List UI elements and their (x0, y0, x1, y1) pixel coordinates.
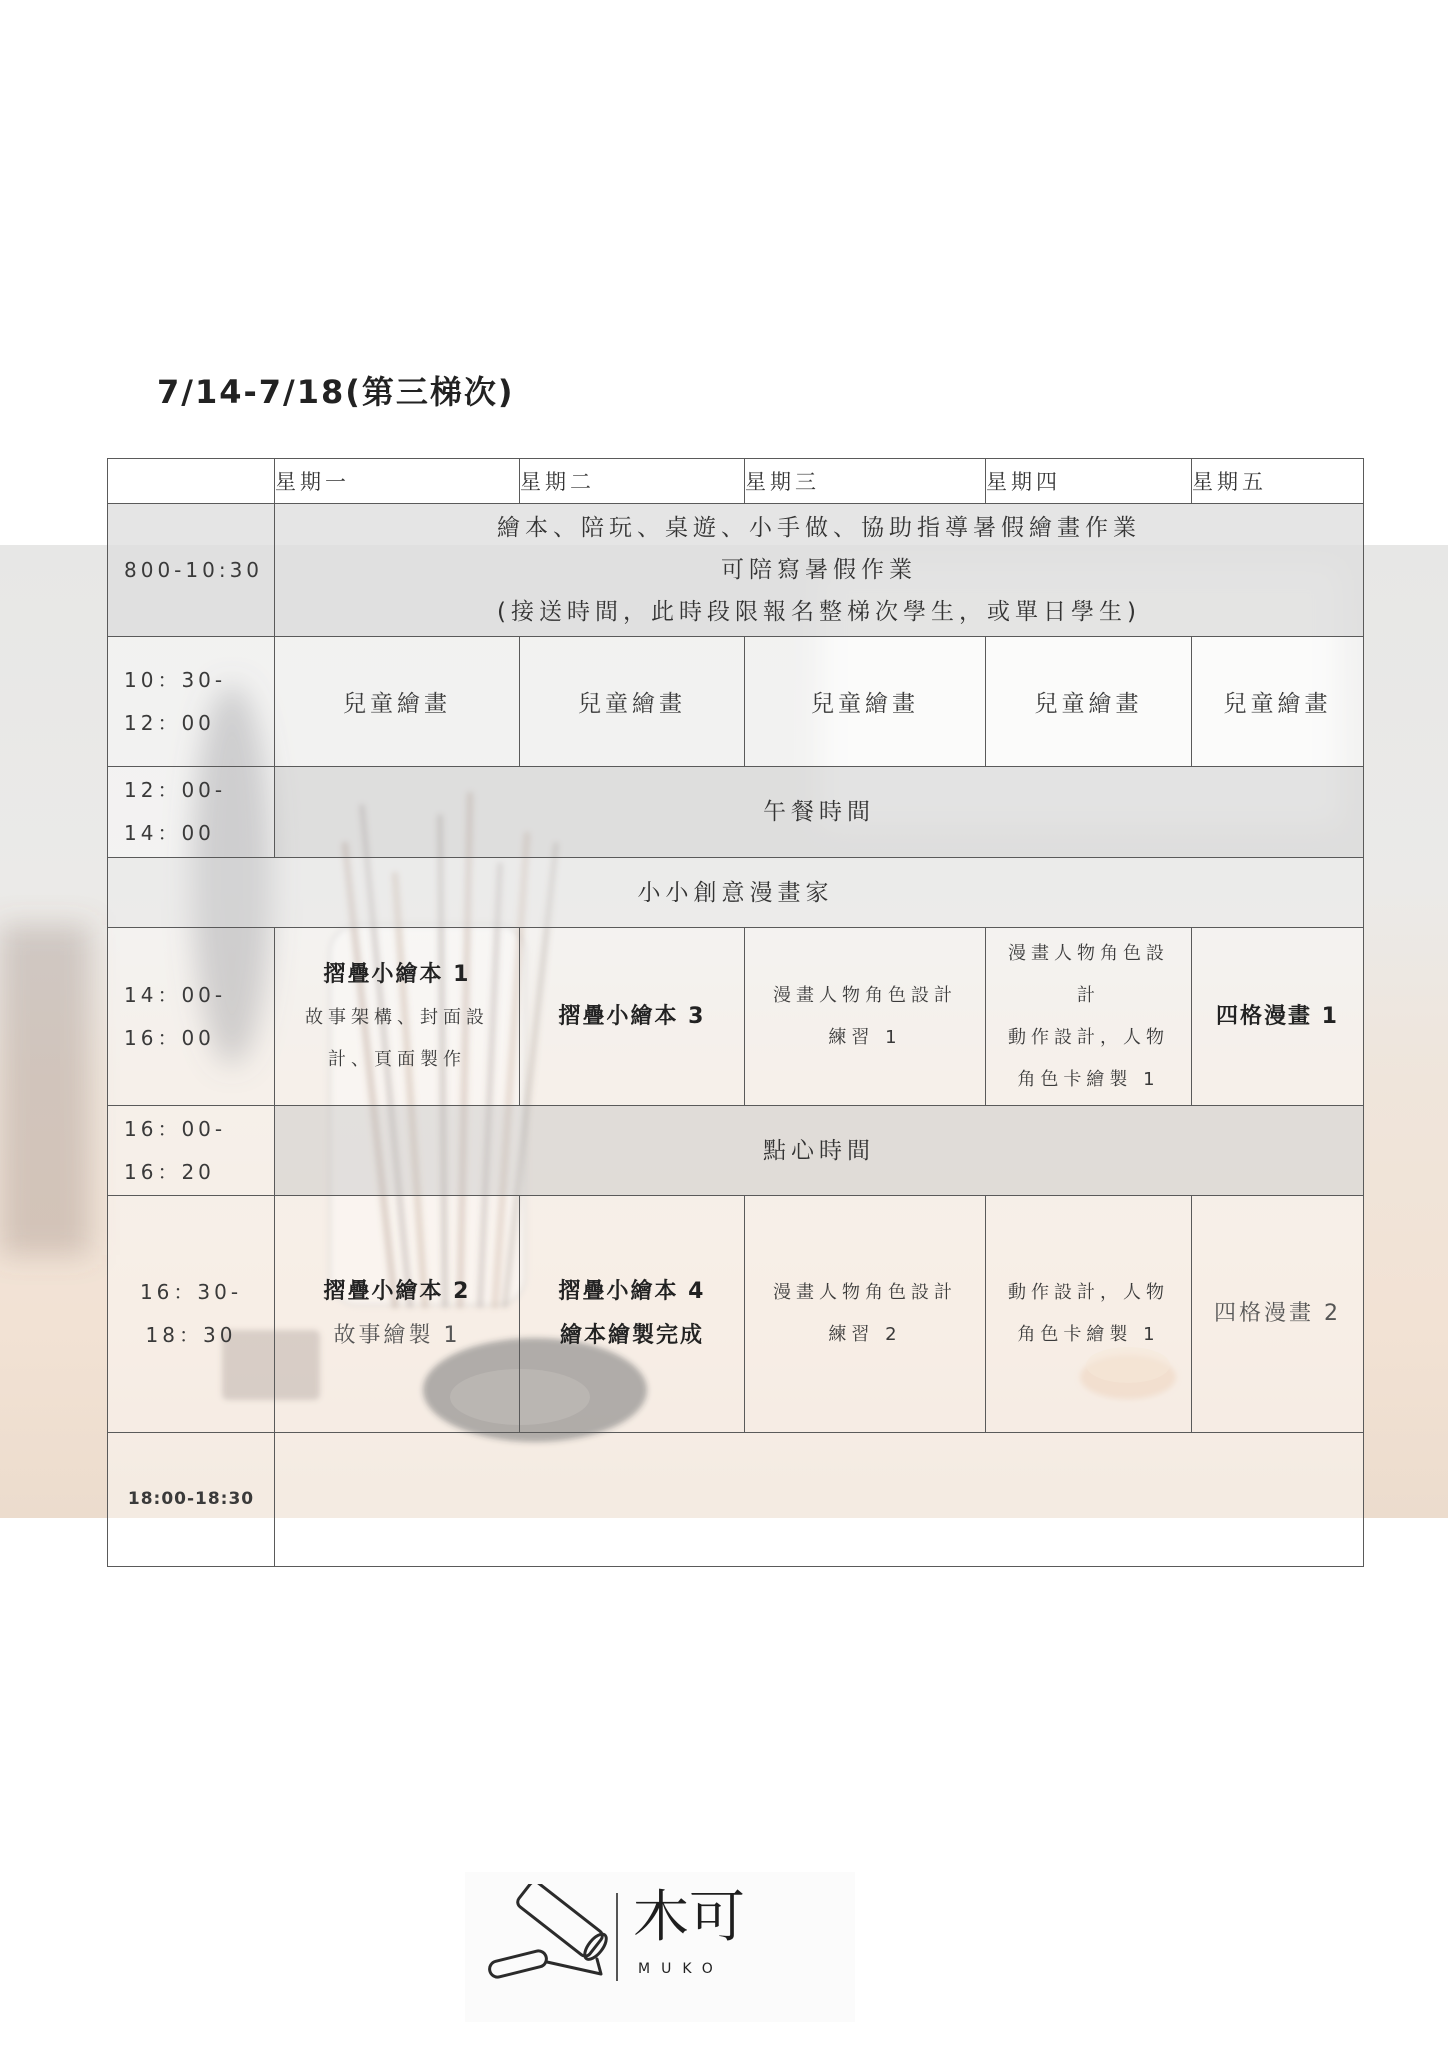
time-label: 14：00- (124, 982, 227, 1007)
time-label: 14：00 (124, 821, 215, 845)
roller-grip (488, 1949, 548, 1979)
header-day-tue: 星期二 (520, 459, 745, 504)
class-cell-content (1192, 995, 1363, 1039)
class-subtitle: 繪本繪製完成 (559, 1323, 704, 1348)
logo-divider (616, 1893, 618, 1981)
time-label: 10：30- (124, 667, 227, 692)
table-row (108, 1106, 1364, 1196)
activity-note: (接送時間，此時段限報名整梯次學生，或單日學生) (497, 599, 1141, 625)
class-cell-content (745, 1272, 985, 1356)
class-cell-tue (520, 928, 745, 1106)
class-cell-fri (1192, 928, 1364, 1106)
paint-roller-icon (485, 1884, 610, 1984)
time-cell (108, 767, 275, 858)
class-cell-content (520, 995, 744, 1039)
time-label: 18:00-18:30 (127, 1489, 255, 1509)
photo-left-shadow (0, 925, 90, 1255)
class-cell-fri (1192, 1196, 1364, 1433)
class-cell-content (275, 1270, 519, 1358)
logo-name: 木可 (633, 1885, 745, 1950)
class-detail: 故事繪製 1 (333, 1323, 461, 1348)
class-title: 摺疊小繪本 3 (558, 1003, 706, 1029)
empty-merged-cell (275, 1433, 1364, 1567)
time-label: 16：20 (124, 1159, 215, 1184)
class-cell-content (986, 933, 1191, 1101)
class-line: 動作設計，人物角色卡繪製 1 (1008, 1282, 1169, 1345)
class-cell-mon: 兒童繪畫 (275, 637, 520, 767)
class-title: 摺疊小繪本 4 (558, 1279, 706, 1304)
class-title: 四格漫畫 1 (1216, 1003, 1339, 1029)
table-row (108, 928, 1364, 1106)
page-title: 7/14-7/18(第三梯次) (157, 373, 515, 411)
activity-line: 可陪寫暑假作業 (721, 557, 917, 583)
class-cell-wed (745, 1196, 986, 1433)
table-row (108, 767, 1364, 858)
class-cell-content (275, 953, 519, 1081)
time-label: 12：00 (124, 710, 215, 735)
time-label: 800-10:30 (124, 557, 264, 582)
class-cell-fri: 兒童繪畫 (1192, 637, 1364, 767)
table-row (108, 637, 1364, 767)
activity-line: 繪本、陪玩、桌遊、小手做、協助指導暑假繪畫作業 (497, 515, 1141, 541)
class-line: 練習 1 (828, 1026, 902, 1048)
schedule-table (107, 458, 1364, 1567)
header-day-thu: 星期四 (986, 459, 1192, 504)
logo-wordmark: MUKO (638, 1961, 724, 1977)
table-row (108, 1433, 1364, 1567)
class-title: 摺疊小繪本 1 (323, 961, 471, 987)
lunch-cell: 午餐時間 (275, 767, 1364, 858)
time-label: 16：30- (139, 1280, 243, 1304)
time-label: 16：00 (124, 1025, 215, 1050)
class-line: 動作設計，人物角色卡繪製 1 (1008, 1026, 1169, 1090)
time-cell (108, 1106, 275, 1196)
class-cell-wed: 兒童繪畫 (745, 637, 986, 767)
time-label: 18：30 (145, 1323, 237, 1347)
class-cell-tue: 兒童繪畫 (520, 637, 745, 767)
class-cell-content (1192, 1292, 1363, 1336)
class-line: 漫畫人物角色設計 (1008, 942, 1169, 1006)
time-cell (108, 1196, 275, 1433)
time-label: 16：00- (124, 1116, 227, 1141)
class-cell-wed (745, 928, 986, 1106)
header-day-wed: 星期三 (745, 459, 986, 504)
class-cell-thu: 兒童繪畫 (986, 637, 1192, 767)
header-corner-cell (108, 459, 275, 504)
time-cell (108, 1433, 275, 1567)
class-line: 漫畫人物角色設計 (773, 984, 957, 1006)
time-cell (108, 637, 275, 767)
class-cell-thu (986, 928, 1192, 1106)
table-row (108, 1196, 1364, 1433)
class-cell-mon (275, 928, 520, 1106)
snack-cell: 點心時間 (275, 1106, 1364, 1196)
header-day-mon: 星期一 (275, 459, 520, 504)
roller-body (515, 1884, 604, 1959)
class-cell-content (745, 975, 985, 1059)
header-day-fri: 星期五 (1192, 459, 1364, 504)
time-cell (108, 928, 275, 1106)
header-row (108, 459, 1364, 504)
time-label: 12：00- (124, 778, 227, 802)
class-line: 四格漫畫 2 (1214, 1301, 1341, 1326)
class-title: 摺疊小繪本 2 (323, 1279, 471, 1304)
class-detail: 故事架構、封面設計、頁面製作 (305, 1006, 489, 1070)
class-cell-content (520, 1270, 744, 1358)
roller-arm (547, 1959, 601, 1974)
section-row (108, 858, 1364, 928)
class-cell-tue (520, 1196, 745, 1433)
class-cell-mon (275, 1196, 520, 1433)
class-line: 練習 2 (828, 1324, 902, 1345)
merged-activity-cell (275, 504, 1364, 637)
class-cell-thu (986, 1196, 1192, 1433)
class-cell-content (986, 1272, 1191, 1356)
table-row (108, 504, 1364, 637)
section-title: 小小創意漫畫家 (108, 858, 1364, 928)
time-cell (108, 504, 275, 637)
class-line: 漫畫人物角色設計 (773, 1282, 957, 1303)
